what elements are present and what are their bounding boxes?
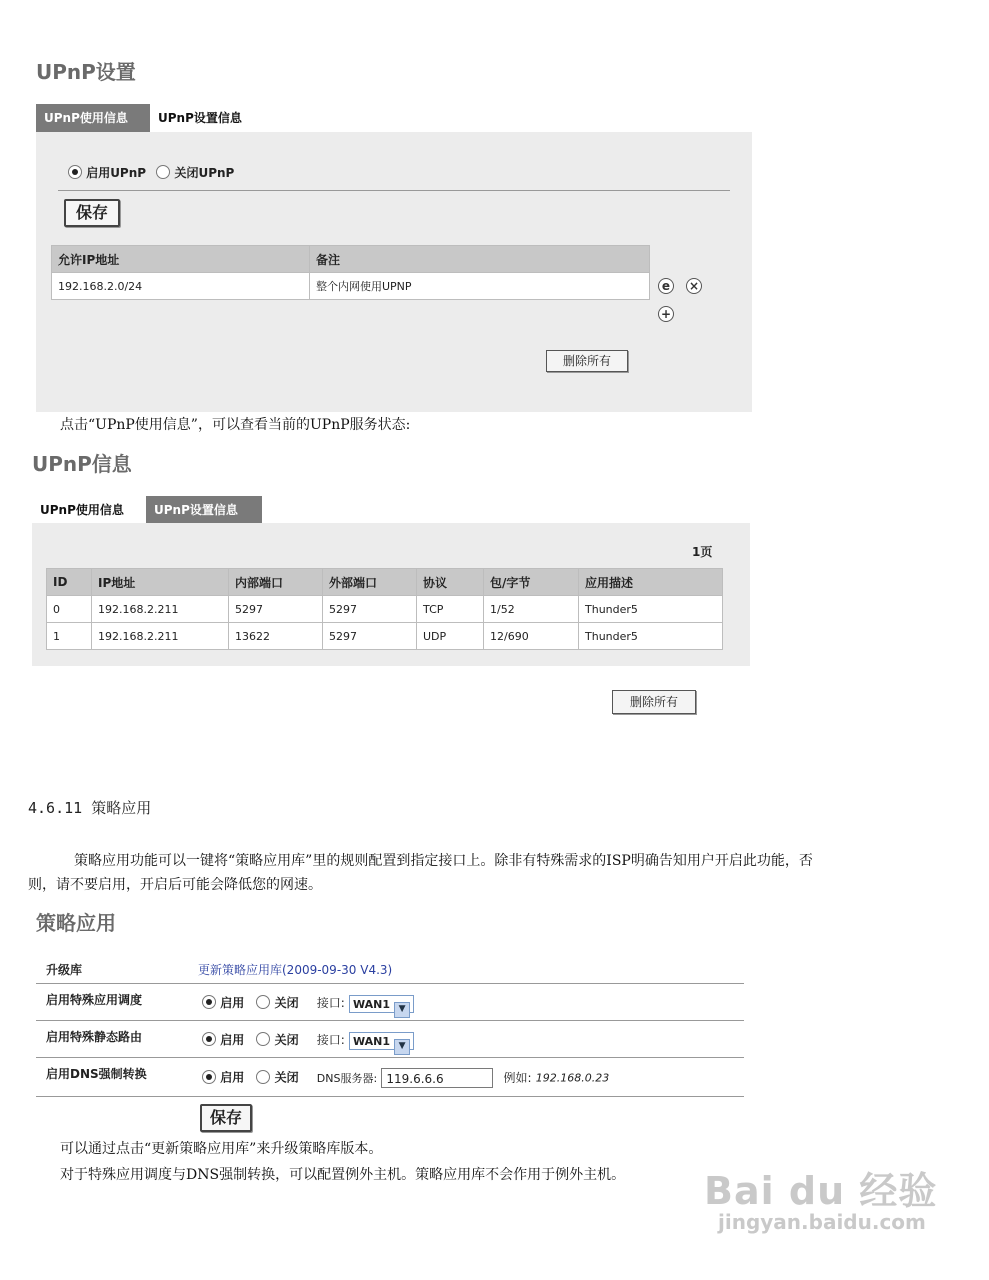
chevron-down-icon: ▼: [394, 1002, 410, 1018]
enable-upnp-label: 启用UPnP: [86, 166, 147, 180]
upgrade-row: [36, 955, 744, 983]
interface-value: WAN1: [353, 997, 391, 1011]
interface-label: 接口:: [316, 1033, 345, 1047]
upnp-settings-panel: [36, 132, 752, 412]
special-app-off-radio[interactable]: [256, 995, 270, 1009]
upnp-info-title: UPnP信息: [32, 452, 132, 476]
special-app-on-radio[interactable]: [202, 995, 216, 1009]
section-paragraph-line1: 策略应用功能可以一键将“策略应用库”里的规则配置到指定接口上。除非有特殊需求的ISP明确告知用户开启此功能，否: [74, 853, 813, 869]
tab-upnp-usage[interactable]: UPnP使用信息: [36, 104, 150, 132]
chevron-down-icon: ▼: [394, 1039, 410, 1055]
on-label: 启用: [220, 996, 245, 1010]
col-internal-port: 内部端口: [229, 569, 323, 596]
protocol-cell: TCP: [417, 596, 484, 623]
static-route-row: [36, 1021, 744, 1057]
internal-port-cell: 13622: [229, 623, 323, 650]
table-row: [47, 623, 723, 650]
policy-save-button[interactable]: 保存: [200, 1104, 252, 1132]
table-row[interactable]: [52, 273, 650, 300]
off-label: 关闭: [274, 1070, 299, 1085]
special-app-row: [36, 984, 744, 1020]
col-allowed-ip: 允许IP地址: [52, 246, 310, 273]
off-label: 关闭: [274, 1033, 299, 1047]
dns-on-radio[interactable]: [202, 1070, 216, 1084]
col-remark: 备注: [310, 246, 650, 273]
id-cell: 1: [47, 623, 92, 650]
example-value: 192.168.0.23: [535, 1071, 610, 1085]
interface-select[interactable]: [349, 995, 414, 1013]
section-paragraph-line2: 则，请不要启用，开启后可能会降低您的网速。: [28, 877, 322, 893]
static-route-controls: [202, 1031, 414, 1050]
static-route-on-radio[interactable]: [202, 1032, 216, 1046]
divider: [58, 190, 730, 191]
example-label: 例如:: [503, 1070, 532, 1085]
col-packets-bytes: 包/字节: [484, 569, 579, 596]
caption-update: 可以通过点击“更新策略应用库”来升级策略库版本。: [60, 1141, 383, 1157]
special-app-controls: [202, 994, 414, 1013]
on-label: 启用: [220, 1033, 245, 1047]
enable-upnp-radio[interactable]: [68, 165, 82, 179]
remark-cell: 整个内网使用UPNP: [310, 273, 650, 300]
disable-upnp-radio[interactable]: [156, 165, 170, 179]
delete-all-button[interactable]: 删除所有: [546, 350, 628, 372]
col-id: ID: [47, 569, 92, 596]
page-indicator: 1页: [692, 545, 713, 559]
col-external-port: 外部端口: [323, 569, 417, 596]
external-port-cell: 5297: [323, 623, 417, 650]
disable-upnp-label: 关闭UPnP: [174, 166, 235, 180]
interface-label: 接口:: [316, 996, 345, 1010]
static-route-label: 启用特殊静态路由: [46, 1030, 143, 1044]
on-label: 启用: [220, 1070, 245, 1085]
app-desc-cell: Thunder5: [579, 596, 723, 623]
col-protocol: 协议: [417, 569, 484, 596]
tab-upnp-usage-active[interactable]: UPnP使用信息: [32, 496, 146, 524]
dns-server-label: DNS服务器:: [316, 1071, 378, 1085]
upnp-mode-radios: [68, 164, 234, 181]
section-heading: 4.6.11 策略应用: [28, 799, 152, 817]
internal-port-cell: 5297: [229, 596, 323, 623]
upnp-info-panel: [32, 523, 750, 666]
save-button[interactable]: 保存: [64, 199, 120, 227]
ip-cell: 192.168.2.211: [92, 596, 229, 623]
policy-title: 策略应用: [36, 911, 116, 935]
delete-all-mappings-button[interactable]: 删除所有: [612, 690, 696, 714]
allowed-ip-cell: 192.168.2.0/24: [52, 273, 310, 300]
off-label: 关闭: [274, 996, 299, 1010]
delete-icon[interactable]: ×: [686, 278, 702, 294]
add-icon[interactable]: +: [658, 306, 674, 322]
interface-select[interactable]: [349, 1032, 414, 1050]
dns-server-input[interactable]: 119.6.6.6: [381, 1068, 493, 1088]
table-row: [47, 596, 723, 623]
dns-row: [36, 1058, 744, 1096]
app-desc-cell: Thunder5: [579, 623, 723, 650]
upnp-settings-title: UPnP设置: [36, 60, 136, 84]
static-route-off-radio[interactable]: [256, 1032, 270, 1046]
update-policy-link[interactable]: 更新策略应用库(2009-09-30 V4.3): [198, 963, 393, 977]
watermark-logo: Bai du 经验: [704, 1169, 938, 1213]
dns-label: 启用DNS强制转换: [46, 1067, 147, 1081]
special-app-label: 启用特殊应用调度: [46, 993, 143, 1007]
external-port-cell: 5297: [323, 596, 417, 623]
protocol-cell: UDP: [417, 623, 484, 650]
allowed-ip-table: [51, 245, 650, 300]
packets-cell: 12/690: [484, 623, 579, 650]
row-divider: [36, 1096, 744, 1097]
upnp-mapping-table: [46, 568, 723, 650]
edit-icon[interactable]: e: [658, 278, 674, 294]
caption-upnp-info: 点击“UPnP使用信息”，可以查看当前的UPnP服务状态:: [60, 417, 411, 433]
watermark-url: jingyan.baidu.com: [718, 1210, 926, 1234]
ip-cell: 192.168.2.211: [92, 623, 229, 650]
col-ip: IP地址: [92, 569, 229, 596]
packets-cell: 1/52: [484, 596, 579, 623]
id-cell: 0: [47, 596, 92, 623]
dns-controls: [202, 1068, 609, 1088]
interface-value: WAN1: [353, 1034, 391, 1048]
caption-exception: 对于特殊应用调度与DNS强制转换，可以配置例外主机。策略应用库不会作用于例外主机。: [60, 1167, 626, 1183]
upgrade-label: 升级库: [46, 963, 83, 977]
tab-upnp-settings[interactable]: UPnP设置信息: [150, 104, 266, 132]
tab-upnp-settings-inactive[interactable]: UPnP设置信息: [146, 496, 262, 524]
dns-off-radio[interactable]: [256, 1070, 270, 1084]
col-app-desc: 应用描述: [579, 569, 723, 596]
